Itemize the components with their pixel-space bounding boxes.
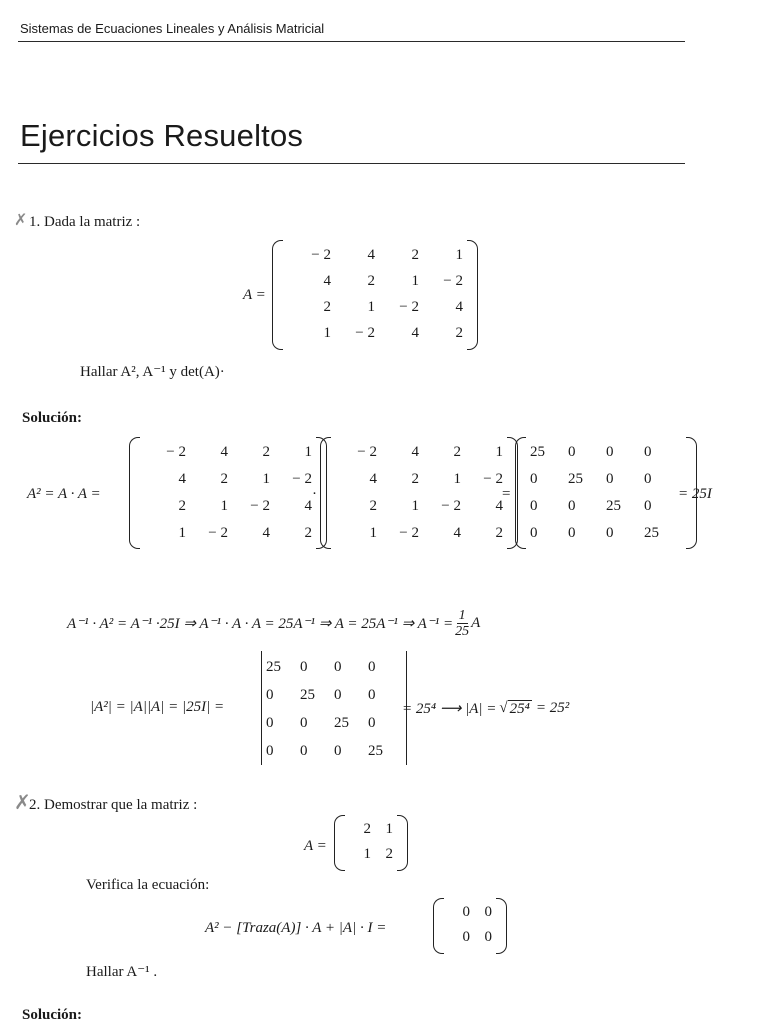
ex1-eq2-frac-num: 1: [458, 608, 466, 623]
determinant-matrix-cell: 25: [368, 742, 383, 759]
matrix-a-cell: − 2: [443, 272, 463, 289]
matrix-a-cell: 2: [455, 324, 463, 341]
matrix-right-cell: 2: [453, 444, 461, 460]
ex1-intro: Dada la matriz :: [44, 214, 141, 230]
ex2-statement: [29, 797, 197, 814]
ex2-matrix-cell: 1: [363, 846, 371, 862]
ex1-matrix-a: [272, 240, 478, 350]
product-matrix-cell: 0: [568, 444, 576, 460]
matrix-left-cell: 1: [262, 471, 270, 487]
ex2-zero-matrix: [433, 898, 507, 954]
matrix-a-cell: 1: [367, 298, 375, 315]
checkmark-icon: ✗: [14, 792, 31, 814]
ex1-eq3-mid: = 25⁴ ⟶ |A| =: [402, 701, 497, 717]
ex2-solution-label: Solución:: [22, 1007, 83, 1023]
matrix-left-cell: − 2: [292, 471, 312, 487]
product-matrix-cell: 0: [530, 471, 538, 487]
ex2-intro: Demostrar que la matriz :: [44, 797, 198, 813]
matrix-right-cell: 1: [411, 498, 419, 514]
matrix-left-cell: − 2: [166, 444, 186, 460]
running-header: Sistemas de Ecuaciones Lineales y Análisis Matricial: [20, 21, 325, 36]
ex1-eq2-frac-den: 25: [455, 624, 470, 639]
title-rule: [18, 163, 685, 164]
matrix-left-cell: 4: [304, 498, 312, 514]
ex2-lhs: A =: [304, 838, 327, 854]
matrix-right-cell: 4: [411, 444, 419, 460]
zero-matrix-cell: 0: [462, 929, 470, 945]
product-matrix-cell: 0: [568, 498, 576, 514]
header-rule: [18, 41, 685, 42]
matrix-left-cell: 2: [220, 471, 228, 487]
determinant-matrix-cell: 0: [368, 658, 376, 675]
zero-matrix-cell: 0: [462, 904, 470, 920]
matrix-right-cell: 1: [453, 471, 461, 487]
determinant-matrix-cell: 0: [368, 714, 376, 731]
ex1-product-matrix: [515, 437, 697, 549]
determinant-matrix-cell: 0: [334, 686, 342, 703]
ex1-eq1-rhs: = 25I: [678, 486, 712, 502]
matrix-right-cell: − 2: [483, 471, 503, 487]
determinant-matrix-cell: 0: [300, 742, 308, 759]
matrix-a-cell: 4: [411, 324, 419, 341]
matrix-a-cell: 1: [323, 324, 331, 341]
matrix-right-cell: 1: [495, 444, 503, 460]
matrix-right-cell: 1: [369, 525, 377, 541]
zero-matrix-cell: 0: [484, 929, 492, 945]
determinant-matrix-cell: 0: [334, 658, 342, 675]
ex1-eq3-sqrt: 25⁴: [509, 700, 530, 717]
matrix-right-cell: 2: [411, 471, 419, 487]
ex1-number: 1.: [29, 214, 41, 230]
ex1-dot: ·: [312, 486, 317, 502]
matrix-left-cell: 1: [220, 498, 228, 514]
matrix-a-cell: 4: [367, 246, 375, 263]
determinant-matrix-cell: 25: [266, 658, 281, 675]
matrix-a-cell: − 2: [399, 298, 419, 315]
matrix-a-cell: 4: [323, 272, 331, 289]
ex1-determinant-matrix: [261, 651, 407, 765]
matrix-a-cell: − 2: [355, 324, 375, 341]
ex1-eq2-fraction: [455, 608, 469, 639]
matrix-right-cell: 4: [369, 471, 377, 487]
product-matrix-cell: 0: [606, 471, 614, 487]
zero-matrix-cell: 0: [484, 904, 492, 920]
product-matrix-cell: 0: [606, 525, 614, 541]
matrix-a-cell: 4: [455, 298, 463, 315]
matrix-a-cell: 1: [411, 272, 419, 289]
product-matrix-cell: 25: [568, 471, 583, 487]
checkmark-icon: ✗: [14, 212, 28, 229]
ex1-equals: =: [502, 486, 511, 502]
ex1-lhs: A =: [243, 287, 266, 303]
ex1-eq1-lhs: A² = A · A =: [27, 486, 101, 502]
product-matrix-cell: 25: [644, 525, 659, 541]
ex1-eq3-end: = 25²: [535, 700, 570, 716]
ex2-matrix-cell: 2: [385, 846, 393, 862]
page-title: Ejercicios Resueltos: [20, 118, 304, 153]
ex2-verify: Verifica la ecuación:: [86, 877, 210, 893]
determinant-matrix-cell: 0: [300, 658, 308, 675]
ex1-eq2: [67, 608, 480, 639]
matrix-right-cell: 2: [369, 498, 377, 514]
determinant-matrix-cell: 0: [266, 714, 274, 731]
product-matrix-cell: 0: [568, 525, 576, 541]
product-matrix-cell: 0: [530, 525, 538, 541]
ex2-number: 2.: [29, 797, 41, 813]
matrix-right-cell: 4: [495, 498, 503, 514]
matrix-left-cell: 1: [304, 444, 312, 460]
matrix-left-cell: 2: [304, 525, 312, 541]
product-matrix-cell: 25: [530, 444, 545, 460]
ex1-task: Hallar A², A⁻¹ y det(A)·: [80, 364, 225, 380]
matrix-a-cell: 1: [455, 246, 463, 263]
determinant-matrix-cell: 0: [266, 742, 274, 759]
matrix-left-cell: 4: [178, 471, 186, 487]
ex2-matrix-cell: 2: [363, 821, 371, 837]
matrix-left-cell: − 2: [208, 525, 228, 541]
ex1-eq2-end: A: [471, 615, 481, 631]
matrix-right-cell: − 2: [357, 444, 377, 460]
determinant-matrix-cell: 0: [334, 742, 342, 759]
matrix-left-cell: 4: [220, 444, 228, 460]
matrix-a-cell: 2: [411, 246, 419, 263]
ex1-eq3-lhs: |A²| = |A||A| = |25I| =: [90, 699, 225, 715]
matrix-right-cell: − 2: [399, 525, 419, 541]
matrix-left-cell: 2: [178, 498, 186, 514]
matrix-a-cell: 2: [323, 298, 331, 315]
product-matrix-cell: 0: [644, 444, 652, 460]
matrix-right-cell: 4: [453, 525, 461, 541]
matrix-left-cell: − 2: [250, 498, 270, 514]
product-matrix-cell: 0: [644, 498, 652, 514]
product-matrix-cell: 0: [644, 471, 652, 487]
determinant-matrix-cell: 25: [334, 714, 349, 731]
ex2-matrix-cell: 1: [385, 821, 393, 837]
ex2-equation-lhs: A² − [Traza(A)] · A + |A| · I =: [205, 920, 387, 936]
matrix-left-cell: 1: [178, 525, 186, 541]
ex1-matrix-right: [320, 437, 518, 549]
matrix-left-cell: 4: [262, 525, 270, 541]
determinant-matrix-cell: 0: [266, 686, 274, 703]
matrix-right-cell: 2: [495, 525, 503, 541]
determinant-matrix-cell: 25: [300, 686, 315, 703]
product-matrix-cell: 25: [606, 498, 621, 514]
matrix-right-cell: − 2: [441, 498, 461, 514]
ex1-matrix-left: [129, 437, 327, 549]
ex1-eq3-rhs: = 25⁴ ⟶ |A| = √ 25⁴ = 25²: [402, 700, 570, 717]
matrix-a-cell: − 2: [311, 246, 331, 263]
ex1-solution-label: Solución:: [22, 410, 83, 426]
ex1-statement: [29, 214, 140, 231]
product-matrix-cell: 0: [530, 498, 538, 514]
ex2-matrix-a: [334, 815, 408, 871]
ex1-eq2-main: A⁻¹ · A² = A⁻¹ ·25I ⇒ A⁻¹ · A · A = 25A⁻¹ ⇒ A = 25A⁻¹ ⇒ A⁻¹ =: [67, 616, 454, 632]
ex2-task: Hallar A⁻¹ .: [86, 964, 158, 980]
product-matrix-cell: 0: [606, 444, 614, 460]
matrix-a-cell: 2: [367, 272, 375, 289]
determinant-matrix-cell: 0: [368, 686, 376, 703]
matrix-left-cell: 2: [262, 444, 270, 460]
determinant-matrix-cell: 0: [300, 714, 308, 731]
